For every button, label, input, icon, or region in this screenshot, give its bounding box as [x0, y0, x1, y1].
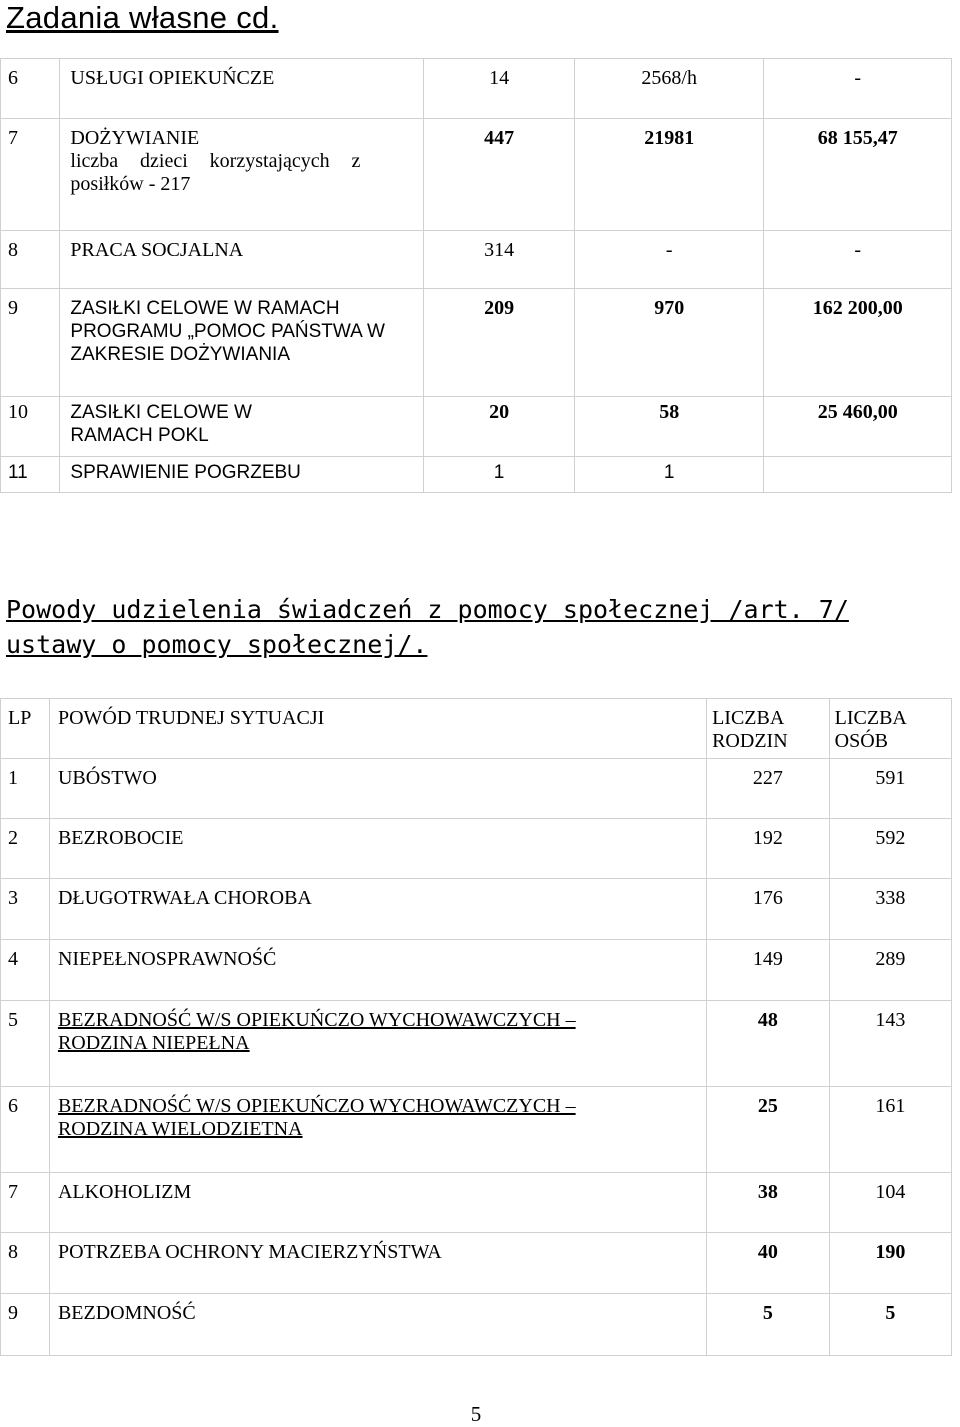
header-reason: POWÓD TRUDNEJ SYTUACJI	[49, 699, 706, 759]
value-cell: -	[764, 231, 952, 289]
service-name-line: DOŻYWIANIE	[70, 127, 200, 149]
persons-count: 104	[829, 1173, 951, 1233]
value-cell: 14	[424, 59, 575, 119]
table-row	[1, 231, 952, 289]
table-row	[1, 1294, 952, 1356]
header-lp: LP	[1, 699, 50, 759]
row-number: 11	[1, 457, 60, 493]
value-cell: 21981	[574, 119, 763, 231]
reason-name	[49, 1001, 706, 1087]
persons-count: 190	[829, 1233, 951, 1294]
row-number: 9	[1, 1294, 50, 1356]
service-subtext: liczba dzieci korzystających z posiłków - 217	[70, 150, 361, 195]
row-number: 8	[1, 1233, 50, 1294]
service-name: SPRAWIENIE POGRZEBU	[60, 457, 424, 493]
persons-count: 5	[829, 1294, 951, 1356]
reason-name: BEZDOMNOŚĆ	[49, 1294, 706, 1356]
row-number: 9	[1, 289, 60, 397]
persons-count: 289	[829, 940, 951, 1001]
row-number: 4	[1, 940, 50, 1001]
table-row	[1, 1001, 952, 1087]
reason-text: BEZRADNOŚĆ W/S OPIEKUŃCZO WYCHOWAWCZYCH – RODZINA WIELODZIETNA	[57, 1095, 576, 1140]
reason-name: NIEPEŁNOSPRAWNOŚĆ	[49, 940, 706, 1001]
header-families: LICZBA RODZIN	[707, 699, 830, 759]
value-cell: 58	[574, 397, 763, 457]
families-count: 227	[707, 759, 830, 819]
table-row	[1, 819, 952, 879]
families-count: 176	[707, 879, 830, 940]
value-cell: 1	[424, 457, 575, 493]
value-cell: 25 460,00	[764, 397, 952, 457]
reason-name: ALKOHOLIZM	[49, 1173, 706, 1233]
row-number: 3	[1, 879, 50, 940]
service-name-text: ZASIŁKI CELOWE W RAMACH POKL	[70, 402, 252, 446]
value-cell: 209	[424, 289, 575, 397]
row-number: 5	[1, 1001, 50, 1087]
table-row	[1, 119, 952, 231]
section-title: Powody udzielenia świadczeń z pomocy społecznej /art. 7/ ustawy o pomocy społecznej/.	[6, 595, 849, 659]
value-cell	[764, 457, 952, 493]
services-table	[0, 58, 952, 493]
row-number: 10	[1, 397, 60, 457]
service-name	[60, 397, 424, 457]
families-count: 192	[707, 819, 830, 879]
value-cell: 2568/h	[574, 59, 763, 119]
reason-name: POTRZEBA OCHRONY MACIERZYŃSTWA	[49, 1233, 706, 1294]
persons-count: 591	[829, 759, 951, 819]
persons-count: 143	[829, 1001, 951, 1087]
table-row	[1, 1087, 952, 1173]
persons-count: 592	[829, 819, 951, 879]
table-row	[1, 940, 952, 1001]
row-number: 6	[1, 59, 60, 119]
row-number: 2	[1, 819, 50, 879]
row-number: 6	[1, 1087, 50, 1173]
service-name: ZASIŁKI CELOWE W RAMACH PROGRAMU „POMOC PAŃSTWA W ZAKRESIE DOŻYWIANIA	[60, 289, 424, 397]
value-cell: 1	[574, 457, 763, 493]
reason-name: DŁUGOTRWAŁA CHOROBA	[49, 879, 706, 940]
reason-name	[49, 1087, 706, 1173]
families-count: 40	[707, 1233, 830, 1294]
service-name	[60, 119, 424, 231]
row-number: 1	[1, 759, 50, 819]
table-row	[1, 457, 952, 493]
families-count: 48	[707, 1001, 830, 1087]
value-cell: -	[764, 59, 952, 119]
families-count: 149	[707, 940, 830, 1001]
value-cell: 162 200,00	[764, 289, 952, 397]
header-persons: LICZBA OSÓB	[829, 699, 951, 759]
row-number: 8	[1, 231, 60, 289]
page-heading: Zadania własne cd.	[6, 0, 279, 35]
service-name: PRACA SOCJALNA	[60, 231, 424, 289]
families-count: 5	[707, 1294, 830, 1356]
value-cell: 68 155,47	[764, 119, 952, 231]
persons-count: 161	[829, 1087, 951, 1173]
table-row	[1, 1173, 952, 1233]
families-count: 38	[707, 1173, 830, 1233]
table-row	[1, 759, 952, 819]
reason-name: UBÓSTWO	[49, 759, 706, 819]
value-cell: -	[574, 231, 763, 289]
value-cell: 970	[574, 289, 763, 397]
reason-name: BEZROBOCIE	[49, 819, 706, 879]
families-count: 25	[707, 1087, 830, 1173]
table-row	[1, 59, 952, 119]
persons-count: 338	[829, 879, 951, 940]
table-header-row	[1, 699, 952, 759]
reason-text: BEZRADNOŚĆ W/S OPIEKUŃCZO WYCHOWAWCZYCH – RODZINA NIEPEŁNA	[57, 1009, 576, 1054]
table-row	[1, 879, 952, 940]
value-cell: 314	[424, 231, 575, 289]
value-cell: 447	[424, 119, 575, 231]
table-row	[1, 1233, 952, 1294]
page-number: 5	[470, 1402, 482, 1426]
value-cell: 20	[424, 397, 575, 457]
reasons-table	[0, 698, 952, 1356]
table-row	[1, 397, 952, 457]
table-row	[1, 289, 952, 397]
row-number: 7	[1, 1173, 50, 1233]
row-number: 7	[1, 119, 60, 231]
service-name: USŁUGI OPIEKUŃCZE	[60, 59, 424, 119]
